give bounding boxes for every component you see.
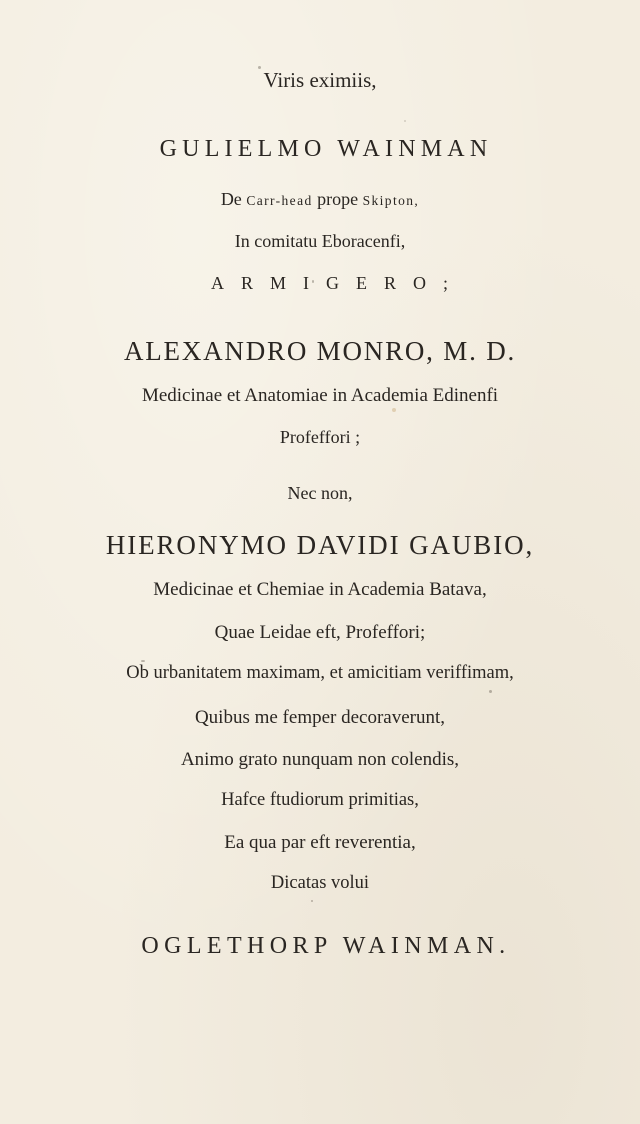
paper-speck [312,280,314,283]
recipient1-county: In comitatu Eboracenfi, [234,231,406,251]
paper-speck [258,66,261,69]
author-name: OGLETHORP WAINMAN. [141,933,511,959]
residence-middle: prope [317,189,359,209]
residence-town: Skipton, [362,193,420,208]
body-line-4: Hafce ftudiorum primitias, [221,790,419,810]
body-line-5: Ea qua par eft reverentia, [224,832,416,853]
paper-speck [311,900,313,902]
recipient2-role: Profeffori ; [279,427,361,447]
recipient2-position: Medicinae et Anatomiae in Academia Edinenfi [141,385,499,406]
recipient3-role: Quae Leidae eft, Profeffori; [214,622,426,643]
body-line-2: Quibus me femper decoraverunt, [194,707,446,728]
body-line-6: Dicatas volui [270,873,370,893]
paper-speck [489,690,492,693]
recipient1-name: GULIELMO WAINMAN [159,136,493,162]
recipient3-position: Medicinae et Chemiae in Academia Batava, [153,579,487,600]
residence-prefix: De [220,189,242,209]
residence-estate: Carr-head [246,193,313,208]
recipient2-name: ALEXANDRO MONRO, M. D. [123,336,517,366]
recipient1-title: ARMIGERO; [210,273,465,293]
paper-speck [392,408,396,412]
paper-speck [141,660,145,662]
recipient3-name: HIERONYMO DAVIDI GAUBIO, [105,530,535,560]
dedication-intro: Viris eximiis, [263,68,377,92]
recipient1-residence [0,190,640,208]
body-line-1: Ob urbanitatem maximam, et amicitiam veriffimam, [126,663,514,683]
body-line-3: Animo grato nunquam non colendis, [180,749,460,770]
paper-speck [404,120,406,122]
connector-text: Nec non, [287,483,353,503]
